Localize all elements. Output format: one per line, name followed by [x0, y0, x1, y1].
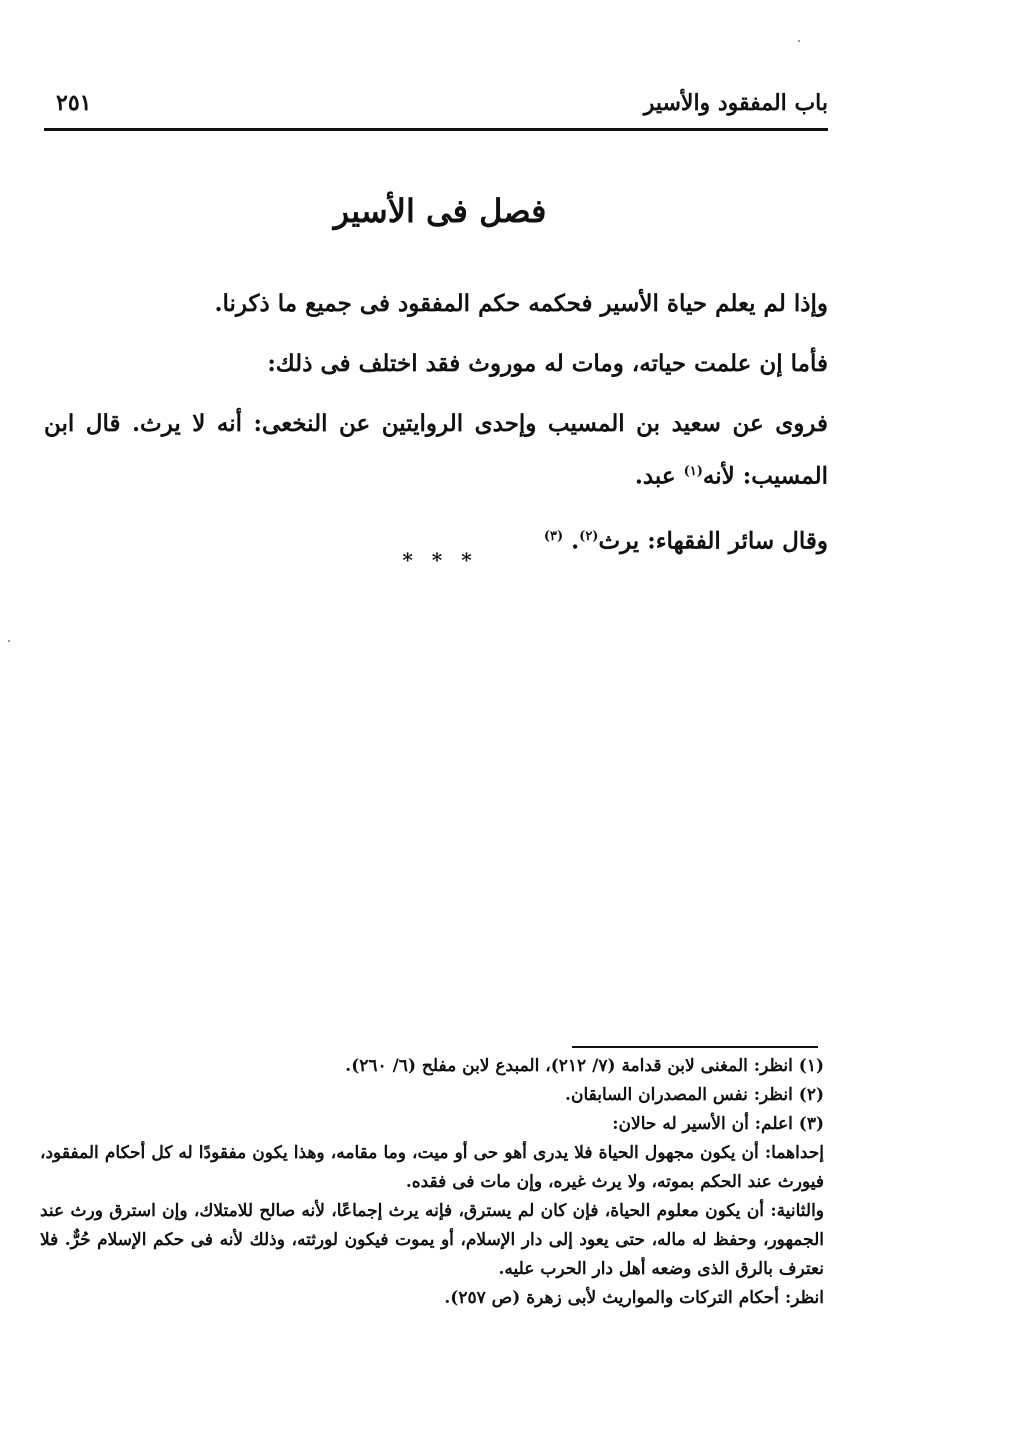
running-title: باب المفقود والأسير — [643, 90, 828, 116]
paragraph-4-text: وقال سائر الفقهاء: يرث — [598, 527, 828, 555]
footnote-3-case-2: والثانية: أن يكون معلوم الحياة، فإن كان لم يسترق، فإنه يرث إجماعًا، لأنه صالح للامتلاك، وإن استرق ورث عند الجمهور، وحفظ له ماله، حتى يعود إلى دار الإسلام، أو يموت فيكون لورثته، وذلك لأنه فى حكم الإسلام حُرٌّ. فلا نعترف بالرق الذى وضعه أهل دار الحرب عليه. — [40, 1201, 824, 1279]
footnotes — [40, 1052, 824, 1313]
footnote-rule — [572, 1046, 818, 1048]
body-text — [44, 280, 828, 577]
page-header — [44, 90, 828, 126]
paragraph-3 — [44, 400, 828, 501]
paragraph-3-end: عبد. — [634, 462, 684, 490]
paragraph-1: وإذا لم يعلم حياة الأسير فحكمه حكم المفقود فى جميع ما ذكرنا. — [214, 290, 828, 317]
header-rule — [44, 128, 828, 131]
scan-speck — [8, 640, 10, 642]
paragraph-2: فأما إن علمت حياته، ومات له موروث فقد اختلف فى ذلك: — [267, 350, 828, 377]
paragraph-4-mid: . — [563, 527, 580, 555]
footnote-3-case-1: إحداهما: أن يكون مجهول الحياة فلا يدرى أهو حى أو ميت، وما مقامه، وهذا يكون مفقودًا له كل أحكام المفقود، فيورث عند الحكم بموته، ولا يرث غيره، وإن مات فى فقده. — [40, 1143, 824, 1192]
footnote-1: (١) انظر: المغنى لابن قدامة (٧/ ٢١٢)، المبدع لابن مفلح (٦/ ٢٦٠). — [345, 1056, 824, 1076]
section-title: فصل فى الأسير — [333, 192, 547, 230]
paragraph-3-text: فروى عن سعيد بن المسيب وإحدى الروايتين عن النخعى: أنه لا يرث. قال ابن المسيب: لأنه — [44, 410, 828, 490]
footnote-ref-2: (٢) — [579, 528, 599, 544]
scan-speck — [798, 40, 800, 42]
footnote-2: (٢) انظر: نفس المصدران السابقان. — [565, 1085, 824, 1105]
page-number: ٢٥١ — [56, 90, 92, 116]
footnote-ref-1: (١) — [683, 464, 703, 479]
footnote-3-head: (٣) اعلم: أن الأسير له حالان: — [612, 1114, 824, 1134]
asterism-separator: * * * — [402, 548, 478, 572]
footnote-3-source: انظر: أحكام التركات والمواريث لأبى زهرة (ص ٢٥٧). — [444, 1288, 824, 1308]
footnote-ref-3: (٣) — [543, 528, 564, 544]
